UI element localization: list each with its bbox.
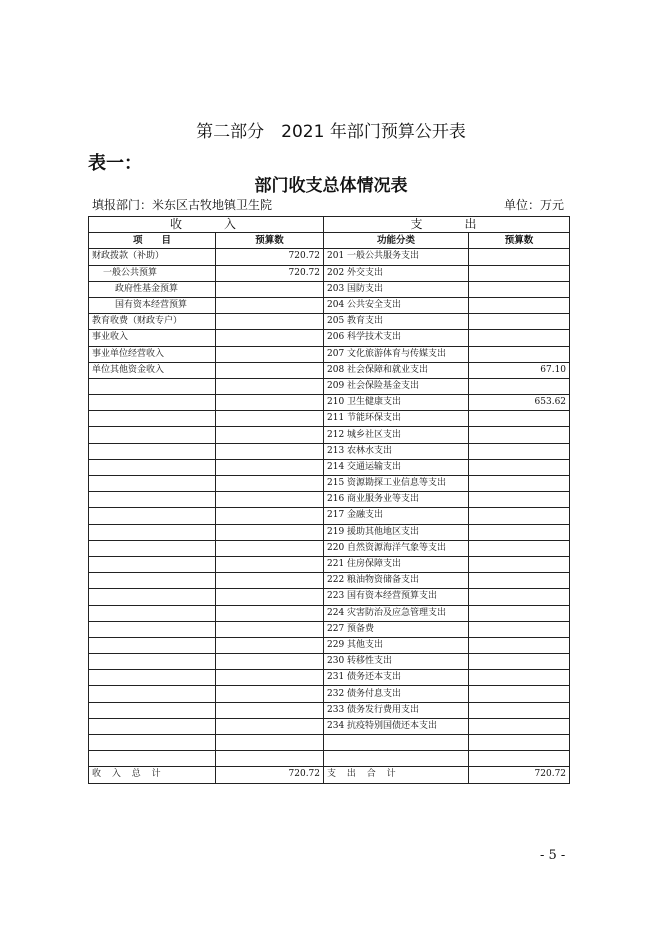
expense-item-cell: 220 自然资源海洋气象等支出 [324,540,469,556]
expense-item-cell: 214 交通运输支出 [324,459,469,475]
income-value-cell [216,346,324,362]
income-item-cell [89,637,216,653]
expense-value-cell [469,605,570,621]
income-value-cell [216,556,324,572]
table-row [89,637,570,653]
income-item-cell [89,686,216,702]
expense-value-cell [469,686,570,702]
income-item-cell [89,443,216,459]
expense-item-cell [324,735,469,751]
table-row [89,346,570,362]
page-number: - 5 - [540,848,566,863]
income-value-cell [216,330,324,346]
income-item-cell: 财政拨款（补助） [89,249,216,265]
expense-value-cell [469,621,570,637]
income-value-cell [216,540,324,556]
expense-value-cell [469,297,570,313]
table-row [89,314,570,330]
expense-value-cell [469,281,570,297]
income-value-cell [216,297,324,313]
expense-item-cell: 211 节能环保支出 [324,411,469,427]
income-value-cell [216,362,324,378]
expense-value-cell [469,314,570,330]
income-value-cell [216,751,324,767]
table-row [89,249,570,265]
income-value-cell [216,281,324,297]
meta-row [92,196,564,213]
table-row [89,751,570,767]
expense-item-cell: 207 文化旅游体育与传媒支出 [324,346,469,362]
expense-value-cell [469,573,570,589]
income-item-cell [89,395,216,411]
table-row [89,702,570,718]
income-item-cell [89,492,216,508]
table-row [89,735,570,751]
income-value-cell: 720.72 [216,265,324,281]
expense-value-cell [469,524,570,540]
expense-item-cell: 204 公共安全支出 [324,297,469,313]
expense-item-cell [324,751,469,767]
expense-item-cell: 206 科学技术支出 [324,330,469,346]
expense-value-cell [469,476,570,492]
income-value-cell [216,637,324,653]
section-header-row [89,217,570,233]
expense-item-cell: 210 卫生健康支出 [324,395,469,411]
table-row [89,573,570,589]
income-item-cell: 国有资本经营预算 [89,297,216,313]
unit-label: 单位：万元 [503,198,564,212]
expense-value-cell [469,378,570,394]
table-row [89,492,570,508]
table-row [89,443,570,459]
table-row [89,686,570,702]
income-item-cell: 事业收入 [89,330,216,346]
income-value-cell: 720.72 [216,767,324,783]
table-row [89,297,570,313]
expense-item-cell: 203 国防支出 [324,281,469,297]
expense-item-cell: 221 住房保障支出 [324,556,469,572]
income-value-cell [216,492,324,508]
expense-item-cell: 224 灾害防治及应急管理支出 [324,605,469,621]
expense-item-cell: 213 农林水支出 [324,443,469,459]
income-value-cell [216,589,324,605]
income-item-cell: 一般公共预算 [89,265,216,281]
budget-table [88,216,570,784]
expense-value-cell [469,265,570,281]
expense-value-cell [469,411,570,427]
income-item-cell [89,605,216,621]
expense-value-cell [469,637,570,653]
expense-item-cell: 支 出 合 计 [324,767,469,783]
total-row [89,767,570,783]
expense-value-cell [469,330,570,346]
expense-item-cell: 231 债务还本支出 [324,670,469,686]
income-value-cell [216,654,324,670]
expense-value-cell [469,718,570,734]
income-value-cell [216,702,324,718]
income-item-cell [89,589,216,605]
expense-item-cell: 233 债务发行费用支出 [324,702,469,718]
table-row [89,589,570,605]
income-item-cell [89,654,216,670]
income-value-cell [216,573,324,589]
income-value-cell [216,508,324,524]
income-item-cell [89,573,216,589]
income-item-cell [89,427,216,443]
income-value-cell: 720.72 [216,249,324,265]
expense-item-cell: 215 资源勘探工业信息等支出 [324,476,469,492]
expense-value-cell: 653.62 [469,395,570,411]
income-item-cell [89,508,216,524]
expense-value-cell [469,443,570,459]
part-title: 第二部分 2021 年部门预算公开表 [196,122,466,142]
table-row [89,378,570,394]
income-value-cell [216,314,324,330]
expense-value-cell [469,556,570,572]
income-budget-column-header: 预算数 [216,233,324,249]
expense-value-cell [469,670,570,686]
income-value-cell [216,670,324,686]
income-value-cell [216,621,324,637]
table-row [89,540,570,556]
table-row [89,621,570,637]
income-value-cell [216,443,324,459]
table-row [89,411,570,427]
expense-item-cell: 219 援助其他地区支出 [324,524,469,540]
income-value-cell [216,735,324,751]
expense-value-cell [469,589,570,605]
expense-item-cell: 223 国有资本经营预算支出 [324,589,469,605]
income-value-cell [216,427,324,443]
table-row [89,330,570,346]
expense-value-cell [469,459,570,475]
table-label: 表一： [88,153,142,174]
expense-budget-column-header: 预算数 [469,233,570,249]
expense-item-cell: 217 金融支出 [324,508,469,524]
table-row [89,605,570,621]
income-item-cell [89,702,216,718]
table-row [89,476,570,492]
expense-value-cell: 720.72 [469,767,570,783]
table-row [89,654,570,670]
income-value-cell [216,476,324,492]
expense-value-cell [469,540,570,556]
income-item-cell [89,735,216,751]
income-section-header: 收 入 [89,217,324,233]
table-row [89,395,570,411]
expense-item-cell: 216 商业服务业等支出 [324,492,469,508]
expense-item-cell: 230 转移性支出 [324,654,469,670]
expense-value-cell [469,427,570,443]
expense-item-cell: 209 社会保险基金支出 [324,378,469,394]
income-item-cell [89,670,216,686]
expense-section-header: 支 出 [324,217,570,233]
expense-item-cell: 201 一般公共服务支出 [324,249,469,265]
income-value-cell [216,605,324,621]
table-row [89,718,570,734]
expense-value-cell [469,346,570,362]
expense-value-cell [469,249,570,265]
expense-item-cell: 202 外交支出 [324,265,469,281]
expense-item-cell: 234 抗疫特别国债还本支出 [324,718,469,734]
expense-item-cell: 227 预备费 [324,621,469,637]
income-value-cell [216,411,324,427]
income-item-cell: 教育收费（财政专户） [89,314,216,330]
income-item-cell [89,621,216,637]
expense-item-cell: 229 其他支出 [324,637,469,653]
table-row [89,459,570,475]
table-row [89,362,570,378]
income-value-cell [216,395,324,411]
table-row [89,427,570,443]
income-item-cell [89,378,216,394]
expense-item-cell: 205 教育支出 [324,314,469,330]
expense-value-cell: 67.10 [469,362,570,378]
expense-value-cell [469,654,570,670]
income-item-cell [89,556,216,572]
table-row [89,556,570,572]
column-header-row [89,233,570,249]
expense-item-cell: 222 粮油物资储备支出 [324,573,469,589]
table-title: 部门收支总体情况表 [254,176,408,196]
table-row [89,265,570,281]
income-item-cell [89,524,216,540]
expense-item-cell: 212 城乡社区支出 [324,427,469,443]
expense-item-cell: 208 社会保障和就业支出 [324,362,469,378]
table-row [89,670,570,686]
income-item-cell [89,476,216,492]
income-item-cell: 事业单位经营收入 [89,346,216,362]
function-class-column-header: 功能分类 [324,233,469,249]
table-row [89,524,570,540]
income-value-cell [216,686,324,702]
income-item-cell [89,718,216,734]
expense-value-cell [469,508,570,524]
income-item-cell [89,459,216,475]
income-item-cell: 单位其他资金收入 [89,362,216,378]
income-value-cell [216,459,324,475]
expense-value-cell [469,735,570,751]
expense-value-cell [469,702,570,718]
expense-value-cell [469,751,570,767]
income-item-cell [89,411,216,427]
income-item-cell: 收 入 总 计 [89,767,216,783]
income-value-cell [216,524,324,540]
table-row [89,508,570,524]
income-item-cell [89,540,216,556]
income-value-cell [216,718,324,734]
income-value-cell [216,378,324,394]
fill-department-label: 填报部门：米东区古牧地镇卫生院 [92,198,273,212]
table-row [89,281,570,297]
item-column-header: 项 目 [89,233,216,249]
expense-item-cell: 232 债务付息支出 [324,686,469,702]
income-item-cell [89,751,216,767]
expense-value-cell [469,492,570,508]
income-item-cell: 政府性基金预算 [89,281,216,297]
